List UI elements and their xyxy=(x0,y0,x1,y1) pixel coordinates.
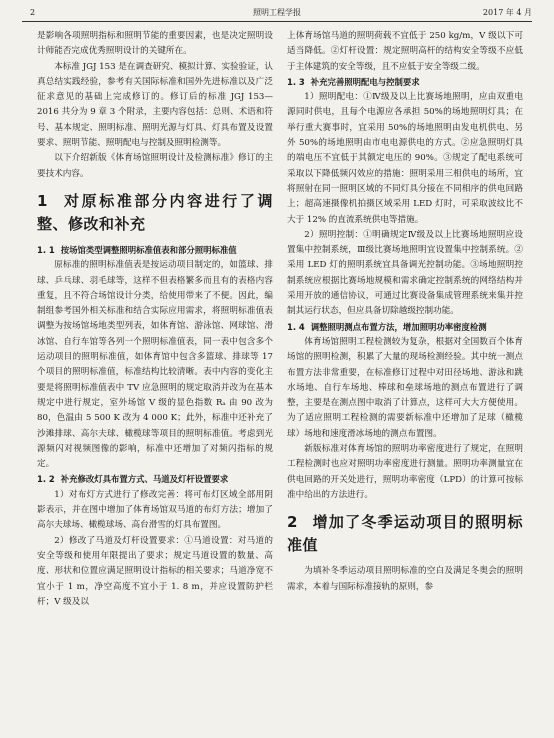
subsection-heading xyxy=(37,243,273,258)
subsection-heading xyxy=(37,472,273,487)
paragraph: 上体育场馆马道的照明荷载不宜低于 250 kg/m，V 级以下可适当降低。②灯杆设置：规定照明高杆的结构安全等级不应低于主体建筑的安全等级，且不应低于安全等级二级。 xyxy=(287,31,523,72)
section-heading xyxy=(287,511,523,557)
paragraph: 新版标准对体育场馆的照明功率密度进行了规定，在照明工程检测时也应对照明功率密度进行测量。照明功率测量宜在供电回路的开关处进行，照明功率密度（LPD）的计算可按标准中给出的方法进行。 xyxy=(287,444,523,500)
section-title: 对原标准部分内容进行了调整、修改和补充 xyxy=(37,191,273,233)
subsection-title: 补充修改灯具布置方式、马道及灯杆设置要求 xyxy=(60,474,229,485)
subsection-title: 调整照明测点布置方法，增加照明功率密度检测 xyxy=(310,321,487,332)
subsection-heading xyxy=(287,75,523,90)
journal-title: 照明工程学报 xyxy=(253,8,301,17)
subsection-number: 1. 4 xyxy=(287,321,305,332)
paragraph: 2）修改了马道及灯杆设置要求：①马道设置：对马道的安全等级和使用年限提出了要求；规定马道设置的数量、高度、形状和位置应满足照明设计指标的相关要求；马道净宽不宜小于 1 m，净空高度不宜小于 1. 8 m，并应设置防护栏杆；V 级及以 xyxy=(37,535,273,607)
right-column xyxy=(287,29,523,595)
subsection-heading xyxy=(287,320,523,335)
subsection-title: 补充完善照明配电与控制要求 xyxy=(310,76,420,87)
paragraph: 为填补冬季运动项目照明标准的空白及满足冬奥会的照明需求，本着与国际标准接轨的原则，参 xyxy=(287,566,523,592)
paragraph: 1）对布灯方式进行了修改完善：将可布灯区域全部用阴影表示，并在图中增加了体育场馆双马道的布灯方法；增加了高尔夫球场、橄榄球场、高台滑雪的灯具布置图。 xyxy=(37,489,273,531)
running-header xyxy=(22,6,532,20)
subsection-number: 1. 1 xyxy=(37,244,55,255)
paragraph: 1）照明配电：①Ⅳ级及以上比赛场地照明，应由双重电源同时供电，且每个电源应各承担 50%的场地照明灯具；在举行重大赛事时，宜采用 50%的场地照明由发电机供电、另外 50%的场地照明由市电电源供电的方式。②应急照明灯具的端电压不宜低于其额定电压的 90%。③规定了配电系统可采取以下降低频闪效应的措施：照明采用三相供电的场所，宜将照射在同一照明区域的不同灯具分接在不同相序的供电回路上；超高速摄像机拍摄区域采用 LED 灯时，可采取波纹比不大于 12% 的直流系统供电等措施。 xyxy=(287,92,523,225)
page-number: 2 xyxy=(30,8,36,17)
subsection-number: 1. 2 xyxy=(37,474,55,485)
subsection-number: 1. 3 xyxy=(287,76,305,87)
subsection-title: 按场馆类型调整照明标准值表和部分照明标准值 xyxy=(60,244,237,255)
paragraph: 是影响各项照明指标和照明节能的重要因素，也是决定照明设计师能否完成优秀照明设计的关键所在。 xyxy=(37,31,273,57)
issue-date: 2017 年 4 月 xyxy=(482,8,532,17)
left-column xyxy=(37,29,273,610)
paragraph: 体育场馆照明工程检测较为复杂，根据对全国数百个体育场馆的照明检测，积累了大量的现场检测经验。其中统一测点布置方法非常重要，在标准修订过程中对田径场地、游泳和跳水场地、自行车场地、棒球和垒球场地的测点布置进行了调整，主要是在测点图中取消了计算点，这样可大大方便使用。为了适应照明工程检测的需要新标准中还增加了足球（橄榄球）场地和速度滑冰场地的测点布置图。 xyxy=(287,336,523,439)
paragraph: 原标准的照明标准值表是按运动项目制定的，如篮球、排球、乒乓球、羽毛球等，这样不但表格繁多而且有的表格内容重复，且不符合场馆设计分类，给使用带来了不便。因此，编制组参考国外相关标准和结合实际应用需求，将照明标准值表调整为按场馆场地类型列表，如体育馆、游泳馆、网球馆、滑冰馆、自行车馆等各列一个照明标准值表，同一表中包含多个运动项目的照明标准值，如体育馆中包含多篮球、排球等 17 个项目的照明标准值，标准结构比较清晰。表中内容的变化主要是将照明标准值表中 TV 应急照明的规定取消并改为在基本规定中进行规定，室外场馆 V 级的显色指数 Rₐ 由 90 改为 80，色温由 5 500 K 改为 4 000 K；此外，标准中还补充了沙滩排球、高尔夫球、橄榄球等项目的照明标准值。考虑到光源频闪对视频图像的影响，标准中还增加了对频闪指标的规定。 xyxy=(37,260,273,470)
paragraph: 本标准 JGJ 153 是在调查研究、模拟计算、实验验证，认真总结实践经验，参考有关国际标准和国外先进标准以及广泛征求意见的基础上完成修订的。修订后的标准 JGJ 153—2016 共分为 9 章 3 个附录，主要内容包括：总则、术语和符号、基本规定、照明标准、照明光源与灯具、灯具布置及设置要求、照明节能、照明配电与控制及照明检测等。 xyxy=(37,61,274,149)
header-rule xyxy=(22,21,532,22)
section-number: 2 xyxy=(287,513,298,532)
paragraph: 以下介绍新版《体育场馆照明设计及检测标准》修订的主要技术内容。 xyxy=(37,153,273,179)
section-heading xyxy=(37,190,273,236)
paragraph: 2）照明控制：①明确规定Ⅳ级及以上比赛场地照明应设置集中控制系统，Ⅲ级比赛场地照明宜设置集中控制系统。②采用 LED 灯的照明系统宜具备调光控制功能。③场地照明控制系统应根据比赛场地规模和需求确定控制系统的网络结构并采用开放的通信协议，可通过比赛设备集成管理系统来集并控制其运行状态，但应具备切除越级控制功能。 xyxy=(287,229,523,317)
section-title: 增加了冬季运动项目的照明标准值 xyxy=(287,513,523,555)
section-number: 1 xyxy=(37,191,48,210)
